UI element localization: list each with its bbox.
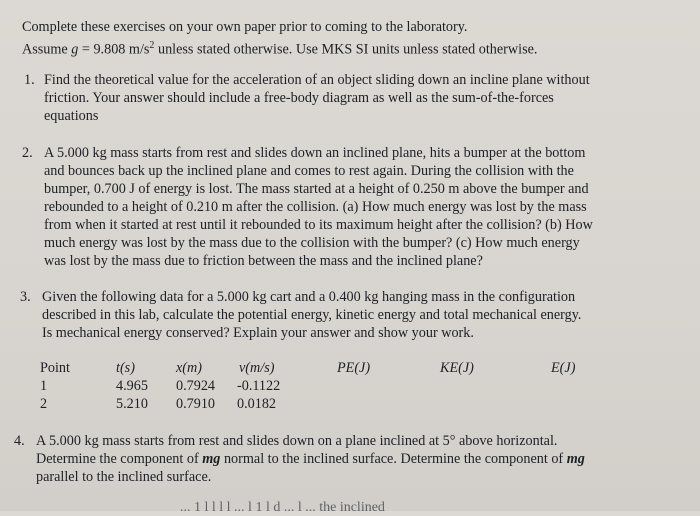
table-cell-position: 0.7910 [176, 396, 216, 412]
question-2-line: bumper, 0.700 J of energy is lost. The mass started at a height of 0.250 m above the bumper and [44, 181, 589, 197]
question-3-line: Is mechanical energy conserved? Explain your answer and show your work. [42, 325, 474, 341]
question-2-line: from when it started at rest until it rebounded to its maximum height after the collision? (b) How [44, 217, 593, 233]
table-cell-point: 1 [40, 378, 48, 394]
table-header-velocity: v(m/s) [239, 360, 275, 376]
question-2-line: and bounces back up the inclined plane and comes to rest again. During the collision with the [44, 163, 574, 179]
question-1-line: equations [44, 108, 99, 124]
header-line-1: Complete these exercises on your own paper prior to coming to the laboratory. [22, 19, 468, 35]
question-3-line: Given the following data for a 5.000 kg cart and a 0.400 kg hanging mass in the configuration [42, 289, 576, 305]
table-header-time: t(s) [116, 360, 135, 376]
question-4-line: Determine the component of mg normal to the inclined surface. Determine the component of mg [36, 451, 585, 467]
question-1-line: friction. Your answer should include a free-body diagram as well as the sum-of-the-forces [44, 90, 554, 106]
question-1-number: 1. [24, 72, 35, 88]
table-header-total-energy: E(J) [551, 360, 576, 376]
question-3-line: described in this lab, calculate the potential energy, kinetic energy and total mechanical energy. [42, 307, 582, 323]
question-2-line: rebounded to a height of 0.210 m after the collision. (a) How much energy was lost by the mass [44, 199, 587, 215]
table-cell-position: 0.7924 [176, 378, 216, 394]
question-2-line: was lost by the mass due to friction between the mass and the inclined plane? [44, 253, 483, 269]
table-cell-velocity: 0.0182 [237, 396, 277, 412]
table-cell-point: 2 [40, 396, 48, 412]
table-header-potential-energy: PE(J) [337, 360, 371, 376]
question-4-number: 4. [14, 433, 25, 449]
question-2-line: A 5.000 kg mass starts from rest and slides down an inclined plane, hits a bumper at the bottom [44, 145, 586, 161]
table-cell-time: 4.965 [116, 378, 148, 394]
table-header-position: x(m) [176, 360, 202, 376]
table-header-point: Point [40, 360, 70, 376]
question-1-line: Find the theoretical value for the acceleration of an object sliding down an incline plane without [44, 72, 590, 88]
question-4-line: parallel to the inclined surface. [36, 469, 212, 485]
table-cell-time: 5.210 [116, 396, 148, 412]
table-cell-velocity: -0.1122 [237, 378, 281, 394]
cutoff-text: ... 1 l l l l ... l 1 l d ... l ... the inclined [180, 500, 385, 515]
question-4-line: A 5.000 kg mass starts from rest and slides down on a plane inclined at 5° above horizontal. [36, 433, 558, 449]
question-2-line: much energy was lost by the mass due to the collision with the bumper? (c) How much energy [44, 235, 580, 251]
table-header-kinetic-energy: KE(J) [440, 360, 474, 376]
question-2-number: 2. [22, 145, 33, 161]
question-3-number: 3. [20, 289, 31, 305]
header-line-2: Assume g = 9.808 $m/s^2$ unless stated otherwise. Use MKS SI units unless stated otherwise. [22, 40, 538, 58]
